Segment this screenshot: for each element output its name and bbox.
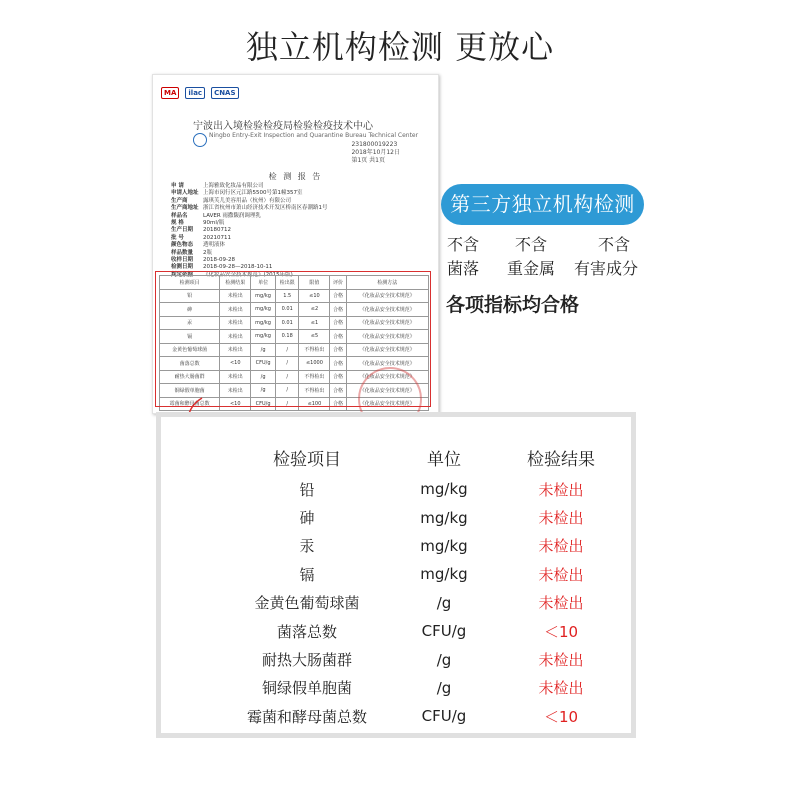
meta-value: 露琪芙儿美容用品（杭州）有限公司 xyxy=(203,197,292,204)
report-cell: 《化妆品安全技术规范》 xyxy=(346,316,428,330)
result-value: 未检出 xyxy=(538,679,584,698)
meta-row xyxy=(171,190,328,197)
report-meta xyxy=(171,183,328,279)
result-value: ＜10 xyxy=(543,622,579,641)
result-item: 菌落总数 xyxy=(276,622,337,641)
report-cell: mg/kg xyxy=(251,289,276,303)
meta-key: 规 格 xyxy=(171,220,184,227)
report-header-cell: 评价 xyxy=(330,276,346,290)
report-number: 231800019223 xyxy=(351,141,398,148)
report-cell: ≤100 xyxy=(299,397,330,411)
report-cell: ≤1000 xyxy=(299,357,330,371)
result-value: 未检出 xyxy=(538,509,584,528)
header-unit: 单位 xyxy=(427,449,461,470)
report-cell: 1.5 xyxy=(275,289,299,303)
result-value: 未检出 xyxy=(538,565,584,584)
result-unit: mg/kg xyxy=(420,565,468,584)
meta-row xyxy=(171,227,328,234)
result-row xyxy=(226,475,622,503)
result-item: 耐热大肠菌群 xyxy=(261,651,352,670)
report-cell: 未检出 xyxy=(220,289,251,303)
meta-value: 上海雅致化妆品有限公司 xyxy=(203,183,264,189)
result-unit: /g xyxy=(436,593,452,612)
report-cell: 汞 xyxy=(160,316,220,330)
report-date: 2018年10月12日 xyxy=(351,149,400,156)
result-row xyxy=(226,532,622,560)
report-header-cell: 检测项目 xyxy=(160,276,220,290)
report-title: 检 测 报 告 xyxy=(268,172,323,181)
report-cell: mg/kg xyxy=(251,330,276,344)
result-row xyxy=(226,702,622,730)
report-cell: / xyxy=(275,370,299,384)
report-cell: ≤1 xyxy=(299,316,330,330)
report-cell: <10 xyxy=(220,357,251,371)
report-header-cell: 单位 xyxy=(251,276,276,290)
meta-value: 浙江省杭州市萧山经济技术开发区桥南区春潮路1号 xyxy=(203,205,328,212)
meta-value: 透明液体 xyxy=(203,242,226,249)
result-item: 金黄色葡萄球菌 xyxy=(254,594,360,613)
meta-key: 生产商 xyxy=(171,197,188,204)
result-row xyxy=(226,589,622,617)
meta-row xyxy=(171,235,328,242)
report-cell: 0.18 xyxy=(275,330,299,344)
meta-row xyxy=(171,250,328,257)
claim-prefix: 不含 xyxy=(514,235,547,254)
meta-value: 2瓶 xyxy=(203,249,212,256)
result-row xyxy=(226,503,622,531)
meta-row xyxy=(171,220,328,227)
ilac-logo: ilac xyxy=(185,87,205,99)
report-cell: 合格 xyxy=(330,303,346,317)
meta-row xyxy=(171,205,328,212)
report-cell: 铜绿假单胞菌 xyxy=(160,384,220,398)
third-party-badge: 第三方独立机构检测 xyxy=(441,184,644,225)
report-cell: mg/kg xyxy=(251,303,276,317)
result-unit: mg/kg xyxy=(420,508,468,527)
meta-value: LAVER 雨撒馥润调理乳 xyxy=(203,212,261,219)
report-cell: 耐热大肠菌群 xyxy=(160,370,220,384)
report-cell: ≤5 xyxy=(299,330,330,344)
result-row xyxy=(226,560,622,588)
result-unit: CFU/g xyxy=(421,707,467,726)
ma-logo: MA xyxy=(161,87,179,99)
meta-key: 生产商地址 xyxy=(171,205,199,212)
result-row xyxy=(226,645,622,673)
report-cell: ≤2 xyxy=(299,303,330,317)
result-value: 未检出 xyxy=(538,480,584,499)
claim-text: 重金属 xyxy=(506,259,555,278)
meta-value: 90ml/瓶 xyxy=(203,220,225,227)
report-header-cell: 限值 xyxy=(299,276,330,290)
report-header-cell: 检测结果 xyxy=(220,276,251,290)
report-cell: 镉 xyxy=(160,330,220,344)
report-cell: 铅 xyxy=(160,289,220,303)
report-cell: 未检出 xyxy=(220,330,251,344)
report-cell: 不得检出 xyxy=(299,370,330,384)
report-cell: 0.01 xyxy=(275,303,299,317)
report-cell: 《化妆品安全技术规范》 xyxy=(346,384,428,398)
report-cell: 合格 xyxy=(330,289,346,303)
result-value: ＜10 xyxy=(543,707,579,726)
meta-key: 检测日期 xyxy=(171,264,194,271)
report-cell: / xyxy=(275,357,299,371)
report-cell: 未检出 xyxy=(220,370,251,384)
report-cell: 未检出 xyxy=(220,316,251,330)
claim-colony xyxy=(445,233,481,281)
results-card xyxy=(156,412,636,738)
report-header-cell: 检出限 xyxy=(275,276,299,290)
claim-text: 菌落 xyxy=(446,259,479,278)
header-result: 检验结果 xyxy=(527,449,595,470)
page-title: 独立机构检测 更放心 xyxy=(245,28,555,66)
certification-logos xyxy=(161,87,239,99)
report-cell: 《化妆品安全技术规范》 xyxy=(346,397,428,411)
report-cell: /g xyxy=(251,343,276,357)
meta-key: 样品数量 xyxy=(171,249,194,256)
report-cell: 霉菌和酵母菌总数 xyxy=(160,397,220,411)
results-table xyxy=(226,439,622,731)
meta-value: 上海市闵行区元江路5500号第1幢357室 xyxy=(203,190,303,197)
report-cell: 金黄色葡萄球菌 xyxy=(160,343,220,357)
report-cell: 《化妆品安全技术规范》 xyxy=(346,343,428,357)
report-org-name: 宁波出入境检验检疫局检验检疫技术中心 xyxy=(193,121,373,132)
result-unit: /g xyxy=(436,650,452,669)
report-cell: CFU/g xyxy=(251,357,276,371)
claim-heavy-metal xyxy=(503,233,559,281)
meta-value: 2018-09-28—2018-10-11 xyxy=(203,264,273,271)
claim-prefix: 不含 xyxy=(446,235,479,254)
report-cell: 合格 xyxy=(330,357,346,371)
result-item: 霉菌和酵母菌总数 xyxy=(246,707,367,726)
report-cell: mg/kg xyxy=(251,316,276,330)
report-cell: 未检出 xyxy=(220,384,251,398)
meta-value: 20210711 xyxy=(203,234,231,241)
report-cell: 砷 xyxy=(160,303,220,317)
result-unit: mg/kg xyxy=(420,536,468,555)
meta-key: 批 号 xyxy=(171,234,184,241)
report-cell: 《化妆品安全技术规范》 xyxy=(346,289,428,303)
meta-key: 申请人地址 xyxy=(171,190,199,197)
report-cell: 合格 xyxy=(330,343,346,357)
report-cell: 《化妆品安全技术规范》 xyxy=(346,357,428,371)
meta-key: 样品名 xyxy=(171,212,188,219)
result-item: 砷 xyxy=(299,509,315,528)
meta-value: 2018-09-28 xyxy=(203,257,235,264)
meta-value: 《化妆品安全技术规范》(2015年版) xyxy=(203,271,293,278)
header-item: 检验项目 xyxy=(273,449,341,470)
result-unit: mg/kg xyxy=(420,480,468,499)
report-cell: 0.01 xyxy=(275,316,299,330)
meta-row xyxy=(171,242,328,249)
meta-value: 20180712 xyxy=(203,227,231,234)
report-cell: 未检出 xyxy=(220,343,251,357)
result-unit: /g xyxy=(436,678,452,697)
report-cell: 未检出 xyxy=(220,303,251,317)
report-cell: 合格 xyxy=(330,397,346,411)
claim-prefix: 不含 xyxy=(597,235,630,254)
result-value: 未检出 xyxy=(538,537,584,556)
result-item: 汞 xyxy=(299,537,315,556)
result-item: 镉 xyxy=(299,565,315,584)
test-report-document xyxy=(152,74,439,414)
result-value: 未检出 xyxy=(538,651,584,670)
org-emblem-icon xyxy=(193,133,207,147)
claim-text: 有害成分 xyxy=(573,259,638,278)
result-item: 铜绿假单胞菌 xyxy=(261,679,352,698)
result-value: 未检出 xyxy=(538,594,584,613)
report-cell: /g xyxy=(251,370,276,384)
report-cell: / xyxy=(275,384,299,398)
report-number-block xyxy=(351,141,400,165)
meta-row xyxy=(171,213,328,220)
meta-key: 申 请 xyxy=(171,183,184,189)
cnas-logo: CNAS xyxy=(211,87,238,99)
report-cell: 合格 xyxy=(330,316,346,330)
report-cell: <10 xyxy=(220,397,251,411)
result-unit: CFU/g xyxy=(421,622,467,641)
report-cell: 《化妆品安全技术规范》 xyxy=(346,330,428,344)
result-row xyxy=(226,617,622,645)
report-cell: ≤10 xyxy=(299,289,330,303)
report-cell: 合格 xyxy=(330,330,346,344)
meta-key: 收样日期 xyxy=(171,257,194,264)
report-cell: / xyxy=(275,343,299,357)
report-cell: 菌落总数 xyxy=(160,357,220,371)
report-cell: 《化妆品安全技术规范》 xyxy=(346,370,428,384)
report-cell: 《化妆品安全技术规范》 xyxy=(346,303,428,317)
report-cell: 合格 xyxy=(330,384,346,398)
claim-harmful xyxy=(570,233,642,281)
report-page: 第1页 共1页 xyxy=(351,157,385,164)
report-cell: 不得检出 xyxy=(299,384,330,398)
report-header-cell: 检测方法 xyxy=(346,276,428,290)
report-cell: CFU/g xyxy=(251,397,276,411)
report-cell: / xyxy=(275,397,299,411)
meta-key: 生产日期 xyxy=(171,227,194,234)
report-cell: 不得检出 xyxy=(299,343,330,357)
result-item: 铅 xyxy=(299,480,315,499)
report-cell: 合格 xyxy=(330,370,346,384)
meta-key: 颜色物态 xyxy=(171,242,194,249)
report-org-name-en: Ningbo Entry-Exit Inspection and Quarantine Bureau Technical Center xyxy=(209,132,419,139)
report-cell: /g xyxy=(251,384,276,398)
result-row xyxy=(226,674,622,702)
meta-key: 判定依据 xyxy=(171,271,194,278)
pass-statement: 各项指标均合格 xyxy=(446,294,580,316)
